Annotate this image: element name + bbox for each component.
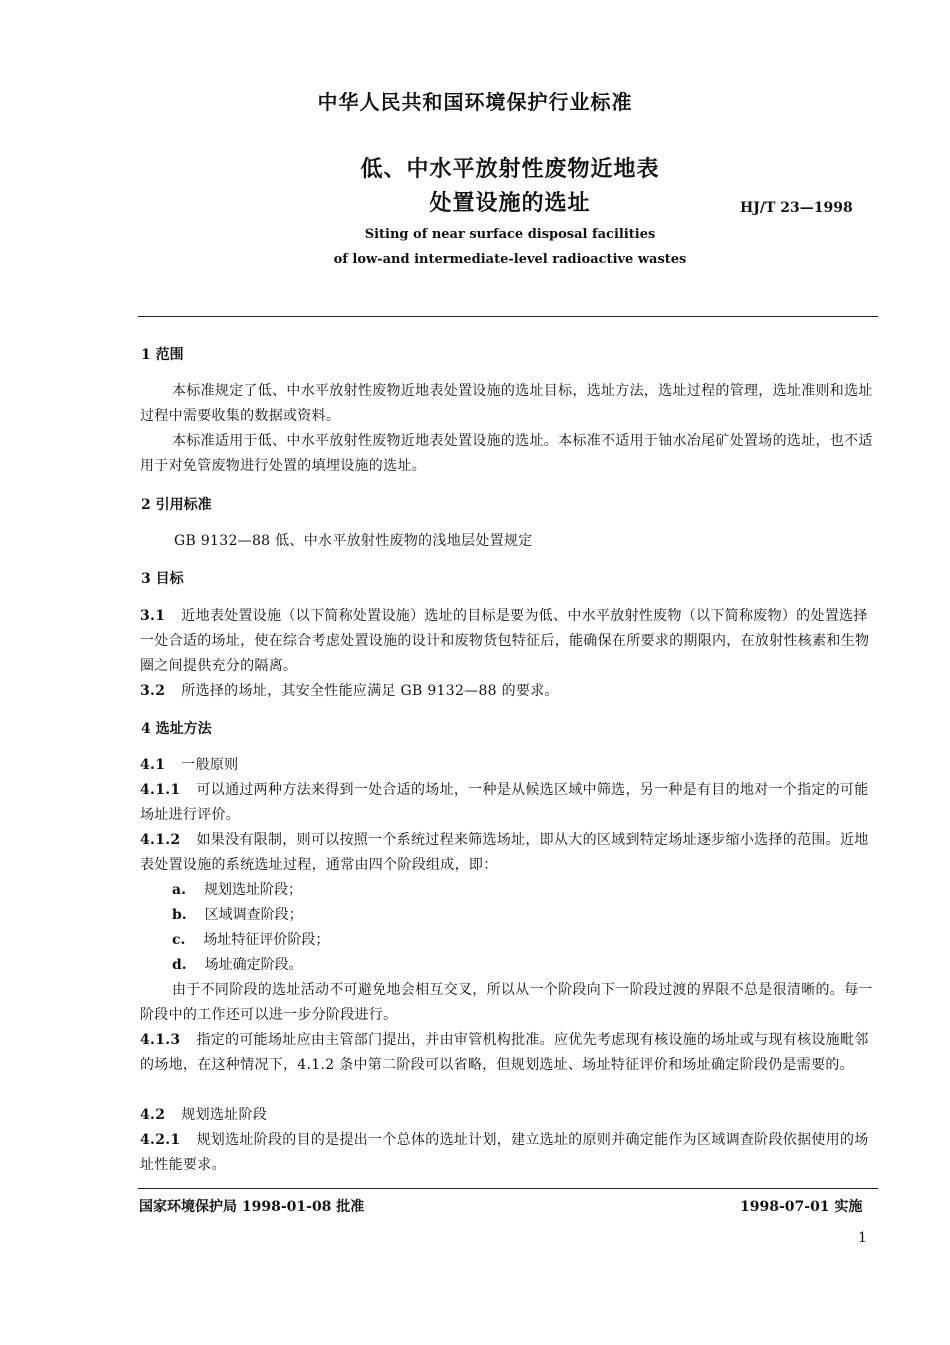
list-item-text: 场址特征评价阶段； — [203, 932, 330, 948]
list-item — [172, 929, 329, 949]
list-item-mark: a. — [172, 882, 186, 898]
clause-4-1-text: 一般原则 — [181, 757, 239, 773]
clause-4-1-3-number: 4.1.3 — [140, 1032, 181, 1048]
clause-3-1 — [140, 604, 880, 679]
implementation-date: 1998-07-01 实施 — [740, 1199, 863, 1215]
list-item-mark: d. — [172, 957, 187, 973]
clause-3-2-number: 3.2 — [140, 683, 166, 699]
clause-4-1-2-number: 4.1.2 — [140, 832, 181, 848]
clause-3-1-number: 3.1 — [140, 608, 166, 624]
section-1-heading: 1 范围 — [141, 347, 184, 363]
clause-4-2 — [140, 1103, 880, 1128]
clause-4-1 — [140, 753, 880, 778]
list-item-text: 场址确定阶段。 — [204, 957, 303, 973]
clause-4-1-2-note: 由于不同阶段的选址活动不可避免地会相互交叉，所以从一个阶段向下一阶段过渡的界限不总是很清晰的。每一阶段中的工作还可以进一步分阶段进行。 — [140, 982, 873, 1023]
clause-4-1-3-text: 指定的可能场址应由主管部门提出，并由审管机构批准。应优先考虑现有核设施的场址或与现有核设施毗邻的场地，在这种情况下，4.1.2 条中第二阶段可以省略，但规划选址、场址特征评价和场址确定阶段仍是需要的。 — [140, 1032, 869, 1073]
document-title-line2: 处置设施的选址 — [429, 190, 591, 216]
list-item-mark: b. — [172, 907, 187, 923]
clause-4-1-1-number: 4.1.1 — [140, 782, 181, 798]
standard-code: HJ/T 23—1998 — [740, 200, 853, 216]
list-item — [172, 904, 303, 924]
english-title-line1: Siting of near surface disposal facilities — [364, 227, 656, 242]
clause-4-1-number: 4.1 — [140, 757, 166, 773]
clause-4-2-number: 4.2 — [140, 1107, 166, 1123]
approval-date: 国家环境保护局 1998-01-08 批准 — [139, 1199, 365, 1215]
list-item-mark: c. — [172, 932, 186, 948]
clause-4-1-2 — [140, 828, 880, 878]
clause-4-1-1 — [140, 778, 880, 828]
english-title-line2: of low-and intermediate-level radioactive wastes — [333, 252, 687, 267]
clause-3-1-text: 近地表处置设施（以下简称处置设施）选址的目标是要为低、中水平放射性废物（以下简称废物）的处置选择一处合适的场址，使在综合考虑处置设施的设计和废物货包特征后，能确保在所要求的期限内，在放射性核素和生物圈之间提供充分的隔离。 — [140, 608, 870, 674]
clause-4-1-1-text: 可以通过两种方法来得到一处合适的场址，一种是从候选区域中筛选，另一种是有目的地对一个指定的可能场址进行评价。 — [140, 782, 869, 823]
standard-category: 中华人民共和国环境保护行业标准 — [317, 90, 633, 114]
section-3-heading: 3 目标 — [141, 571, 184, 587]
footer-divider — [138, 1188, 878, 1189]
section-1-paragraph-1: 本标准规定了低、中水平放射性废物近地表处置设施的选址目标，选址方法，选址过程的管理，选址准则和选址过程中需要收集的数据或资料。 — [140, 383, 873, 424]
section-2-reference: GB 9132—88 低、中水平放射性废物的浅地层处置规定 — [174, 533, 533, 549]
clause-4-2-1-text: 规划选址阶段的目的是提出一个总体的选址计划，建立选址的原则并确定能作为区域调查阶段依据使用的场址性能要求。 — [140, 1132, 869, 1173]
list-item-text: 区域调查阶段； — [204, 907, 303, 923]
clause-3-2 — [140, 679, 880, 704]
list-item — [172, 954, 303, 974]
clause-4-1-2-text: 如果没有限制，则可以按照一个系统过程来筛选场址，即从大的区域到特定场址逐步缩小选择的范围。近地表处置设施的系统选址过程，通常由四个阶段组成，即： — [140, 832, 869, 873]
section-4-heading: 4 选址方法 — [141, 721, 212, 737]
clause-4-2-text: 规划选址阶段 — [181, 1107, 268, 1123]
document-title-line1: 低、中水平放射性废物近地表 — [360, 156, 660, 182]
section-1-paragraph-2: 本标准适用于低、中水平放射性废物近地表处置设施的选址。本标准不适用于铀水冶尾矿处置场的选址，也不适用于对免管废物进行处置的填埋设施的选址。 — [140, 433, 873, 474]
clause-4-1-3 — [140, 1028, 880, 1078]
clause-4-2-1 — [140, 1128, 880, 1178]
header-divider — [138, 316, 878, 317]
page-number: 1 — [858, 1230, 867, 1246]
clause-4-2-1-number: 4.2.1 — [140, 1132, 181, 1148]
section-2-heading: 2 引用标准 — [141, 497, 212, 513]
list-item-text: 规划选址阶段； — [203, 882, 302, 898]
clause-3-2-text: 所选择的场址，其安全性能应满足 GB 9132—88 的要求。 — [181, 683, 559, 699]
list-item — [172, 879, 302, 899]
